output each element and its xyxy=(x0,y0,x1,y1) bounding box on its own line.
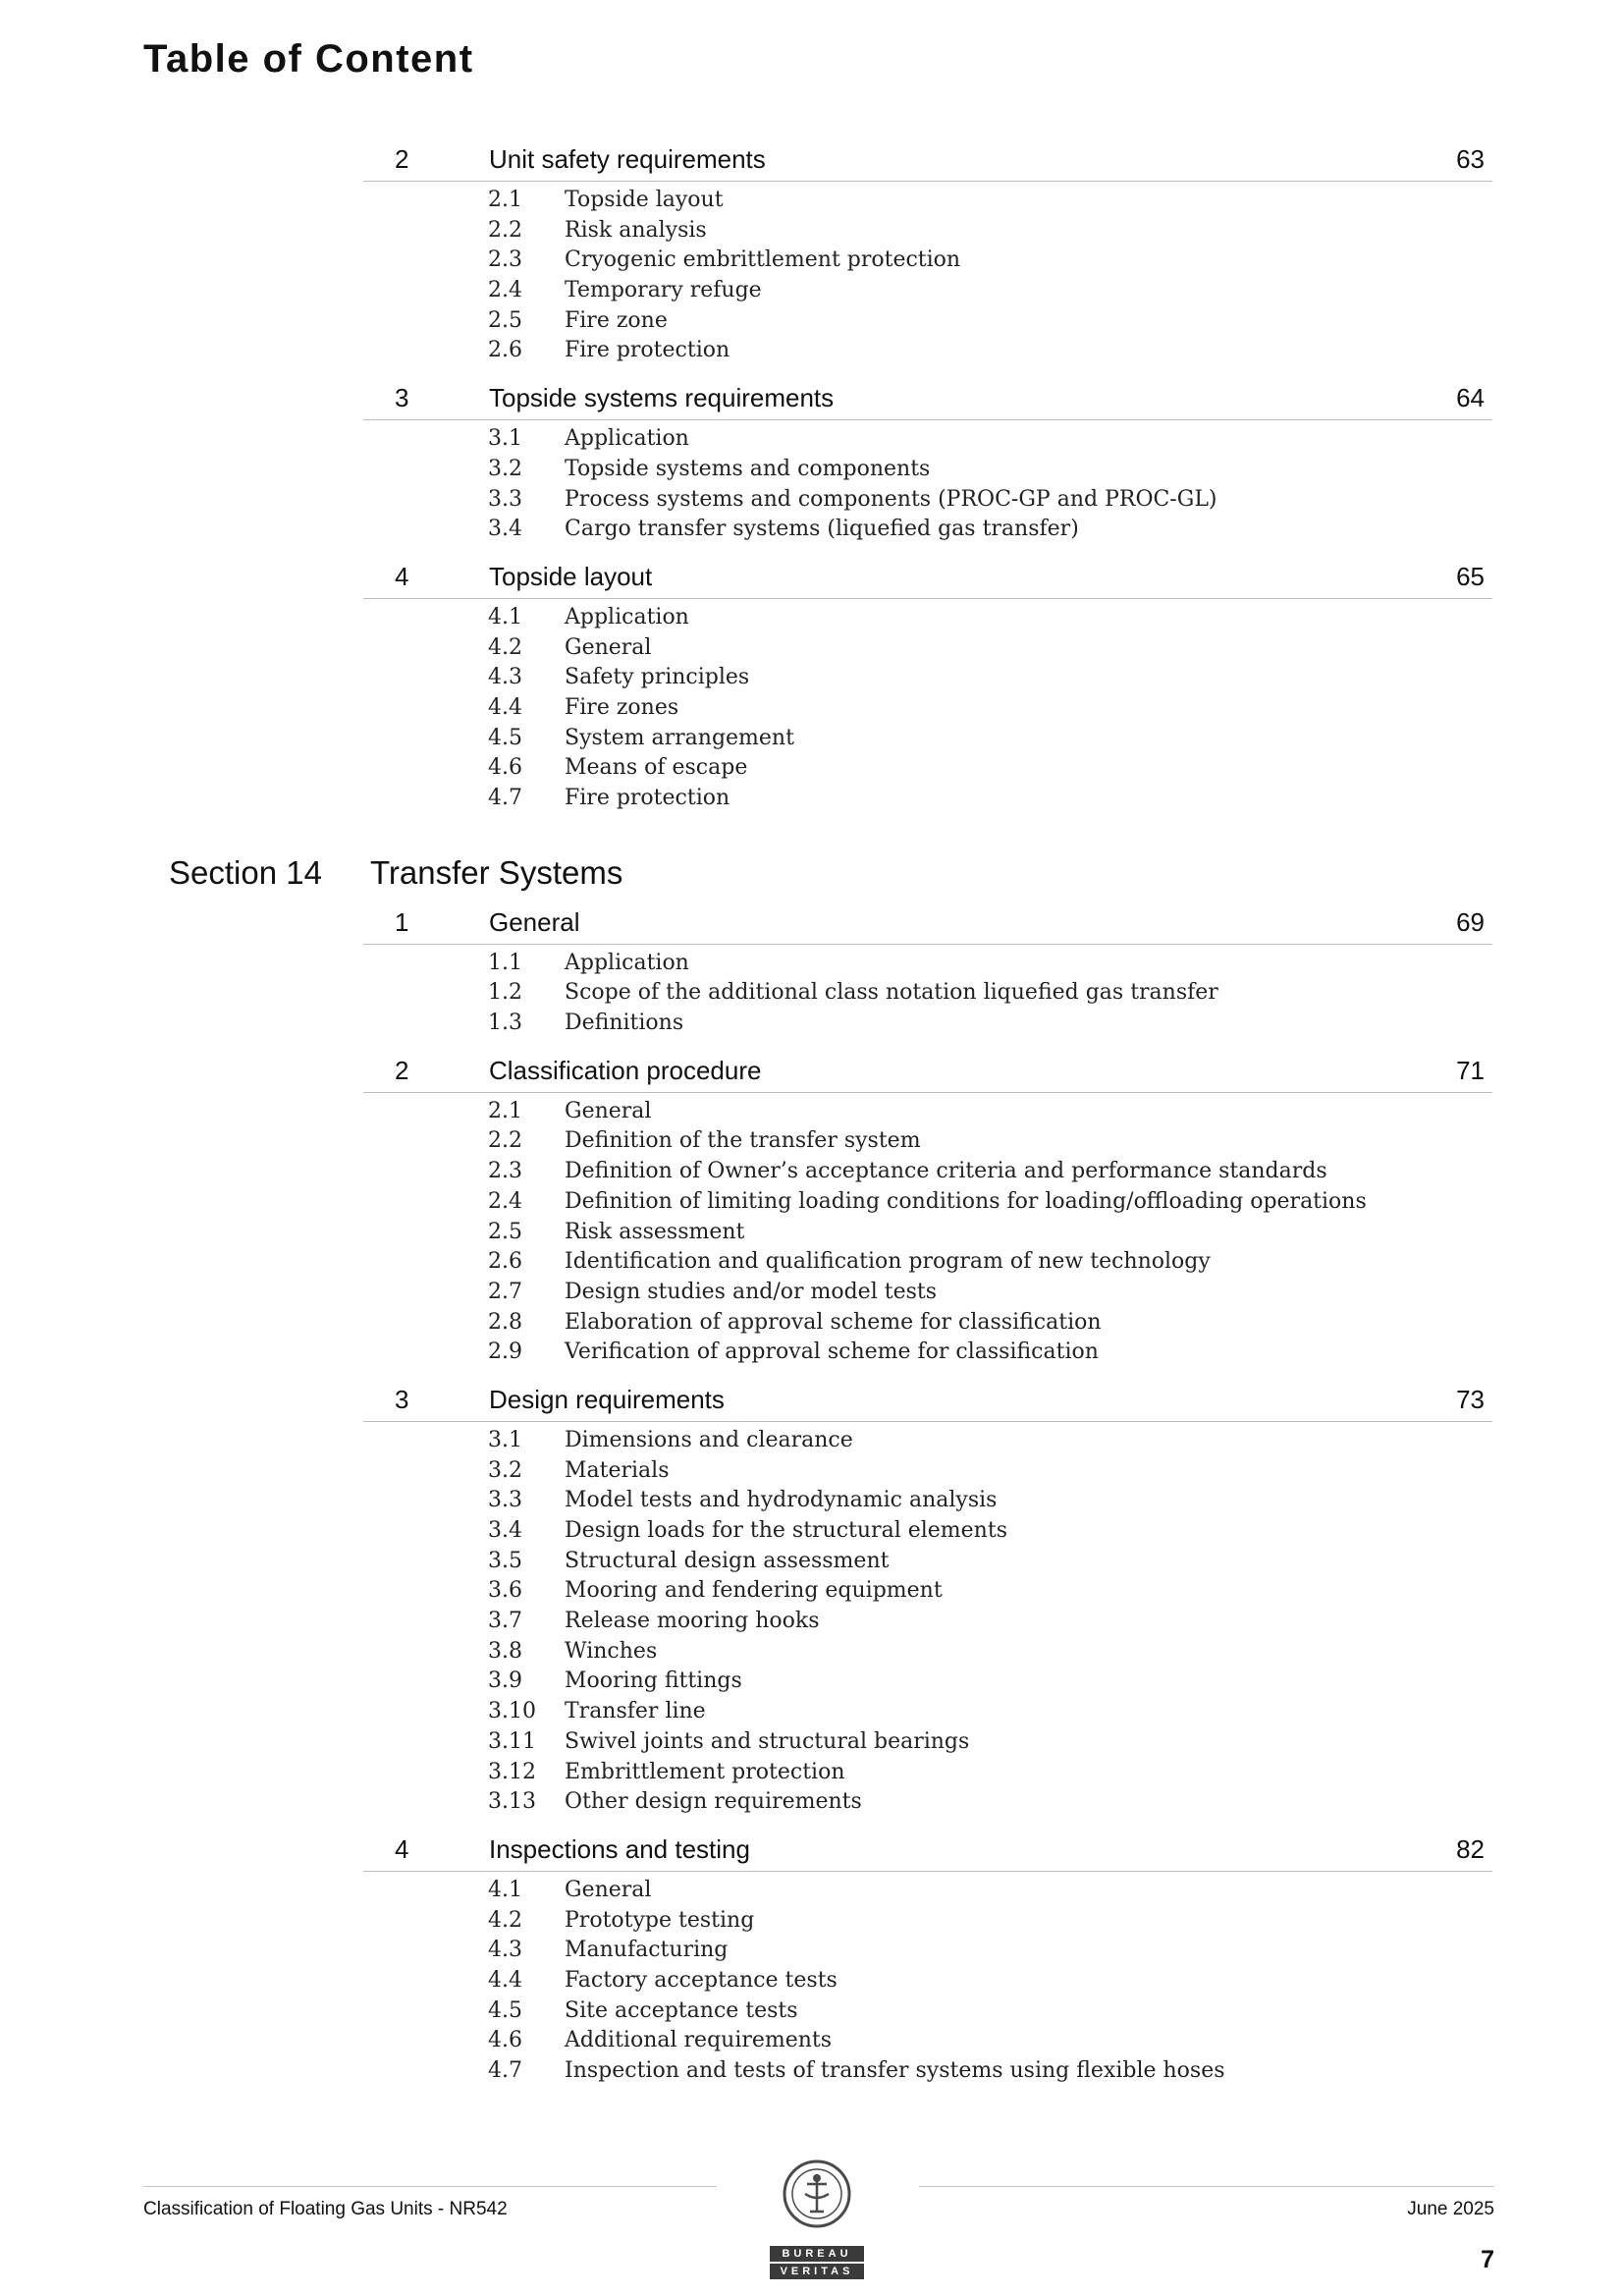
chapter-heading xyxy=(363,1828,1492,1872)
subsection-item xyxy=(363,784,1492,814)
subsection-number: 1.2 xyxy=(488,980,522,1006)
subsection-number: 3.1 xyxy=(488,426,522,452)
chapter-title: Topside systems requirements xyxy=(489,383,835,413)
subsection-item xyxy=(363,1607,1492,1637)
chapter-number: 4 xyxy=(395,1833,409,1864)
subsection-item xyxy=(363,1126,1492,1157)
subsection-title: Manufacturing xyxy=(565,1938,729,1963)
chapter-heading xyxy=(363,1049,1492,1093)
subsection-title: Safety principles xyxy=(565,665,750,690)
footer-divider-left xyxy=(143,2186,717,2187)
chapter-page-number: 65 xyxy=(1456,561,1485,591)
subsection-number: 3.7 xyxy=(488,1609,522,1634)
subsection-title: Fire zone xyxy=(565,307,668,333)
subsection-title: Swivel joints and structural bearings xyxy=(565,1728,970,1754)
subsection-number: 4.2 xyxy=(488,634,522,660)
subsection-number: 3.3 xyxy=(488,486,522,512)
page-title: Table of Content xyxy=(143,37,474,81)
chapter-title: Design requirements xyxy=(489,1384,725,1414)
subsection-item xyxy=(363,1936,1492,1966)
subsection-number: 4.4 xyxy=(488,1967,522,1993)
toc-chapter xyxy=(363,376,1492,555)
subsection-item xyxy=(363,1247,1492,1278)
subsection-number: 3.2 xyxy=(488,456,522,481)
subsection-number: 2.2 xyxy=(488,1128,522,1154)
toc-chapter xyxy=(363,1049,1492,1378)
chapter-title: Unit safety requirements xyxy=(489,144,766,174)
subsection-title: Verification of approval scheme for classification xyxy=(565,1339,1099,1365)
subsection-title: Risk analysis xyxy=(565,217,707,243)
subsection-number: 4.1 xyxy=(488,604,522,629)
subsection-title: Release mooring hooks xyxy=(565,1609,820,1634)
subsection-number: 4.1 xyxy=(488,1877,522,1902)
subsection-item xyxy=(363,1697,1492,1727)
subsection-number: 3.6 xyxy=(488,1578,522,1604)
subsection-title: Factory acceptance tests xyxy=(565,1967,838,1993)
subsection-number: 3.13 xyxy=(488,1789,536,1815)
footer-divider-right xyxy=(919,2186,1494,2187)
subsection-number: 2.2 xyxy=(488,217,522,243)
subsection-list xyxy=(363,420,1492,555)
subsection-item xyxy=(363,1338,1492,1368)
subsection-title: Fire protection xyxy=(565,786,730,810)
subsection-number: 3.12 xyxy=(488,1759,536,1784)
subsection-item xyxy=(363,1906,1492,1937)
chapter-heading xyxy=(363,555,1492,599)
subsection-number: 2.5 xyxy=(488,307,522,333)
subsection-item xyxy=(363,424,1492,455)
subsection-number: 4.5 xyxy=(488,725,522,750)
subsection-item xyxy=(363,1966,1492,1996)
section-title: Transfer Systems xyxy=(370,853,623,891)
subsection-title: Prototype testing xyxy=(565,1907,755,1933)
subsection-title: General xyxy=(565,1877,652,1902)
page-number: 7 xyxy=(1481,2246,1494,2273)
table-of-contents xyxy=(0,137,1622,2097)
subsection-number: 3.1 xyxy=(488,1427,522,1452)
subsection-item xyxy=(363,306,1492,337)
subsection-title: Embrittlement protection xyxy=(565,1759,845,1784)
subsection-number: 4.7 xyxy=(488,786,522,810)
subsection-title: Site acceptance tests xyxy=(565,1997,798,2023)
chapter-page-number: 82 xyxy=(1456,1833,1485,1864)
chapter-heading xyxy=(363,1378,1492,1422)
subsection-title: Other design requirements xyxy=(565,1789,862,1815)
toc-chapter xyxy=(363,1828,1492,2097)
subsection-number: 4.7 xyxy=(488,2058,522,2083)
subsection-item xyxy=(363,1547,1492,1577)
subsection-number: 3.11 xyxy=(488,1728,536,1754)
subsection-item xyxy=(363,455,1492,485)
chapter-page-number: 71 xyxy=(1456,1055,1485,1085)
subsection-number: 2.8 xyxy=(488,1309,522,1335)
subsection-number: 2.4 xyxy=(488,1188,522,1214)
chapter-number: 3 xyxy=(395,1384,409,1414)
subsection-item xyxy=(363,1278,1492,1308)
subsection-item xyxy=(363,2056,1492,2087)
chapter-number: 2 xyxy=(395,1055,409,1085)
subsection-number: 4.4 xyxy=(488,694,522,720)
subsection-number: 1.1 xyxy=(488,950,522,975)
subsection-item xyxy=(363,753,1492,784)
subsection-number: 4.6 xyxy=(488,2028,522,2053)
subsection-title: Definitions xyxy=(565,1011,684,1036)
subsection-number: 2.3 xyxy=(488,1159,522,1184)
subsection-list xyxy=(363,1422,1492,1828)
subsection-number: 3.5 xyxy=(488,1548,522,1573)
subsection-title: Risk assessment xyxy=(565,1219,745,1244)
chapter-title: Inspections and testing xyxy=(489,1833,750,1864)
subsection-title: Application xyxy=(565,426,689,452)
subsection-item xyxy=(363,485,1492,516)
subsection-number: 4.5 xyxy=(488,1997,522,2023)
subsection-number: 2.6 xyxy=(488,1249,522,1275)
subsection-title: Temporary refuge xyxy=(565,278,762,303)
toc-chapter xyxy=(363,555,1492,824)
subsection-number: 2.5 xyxy=(488,1219,522,1244)
bureau-veritas-seal-icon xyxy=(768,2151,866,2241)
subsection-title: Definition of Owner’s acceptance criteria and performance standards xyxy=(565,1159,1327,1184)
subsection-title: Additional requirements xyxy=(565,2028,833,2053)
subsection-item xyxy=(363,1218,1492,1248)
subsection-list xyxy=(363,945,1492,1049)
subsection-title: Topside layout xyxy=(565,188,724,212)
subsection-item xyxy=(363,1187,1492,1218)
subsection-title: Cargo transfer systems (liquefied gas transfer) xyxy=(565,517,1079,542)
section-label: Section 14 xyxy=(169,853,322,891)
subsection-item xyxy=(363,693,1492,724)
subsection-title: Winches xyxy=(565,1638,658,1664)
subsection-item xyxy=(363,1727,1492,1758)
section-heading xyxy=(0,846,1622,901)
subsection-number: 4.3 xyxy=(488,665,522,690)
subsection-number: 4.3 xyxy=(488,1938,522,1963)
subsection-title: Definition of limiting loading conditions for loading/offloading operations xyxy=(565,1188,1367,1214)
subsection-item xyxy=(363,1876,1492,1906)
subsection-number: 3.10 xyxy=(488,1699,536,1724)
chapter-page-number: 63 xyxy=(1456,144,1485,174)
subsection-item xyxy=(363,1486,1492,1516)
chapter-title: General xyxy=(489,906,580,937)
subsection-title: Means of escape xyxy=(565,755,748,781)
chapter-heading xyxy=(363,376,1492,420)
subsection-number: 3.8 xyxy=(488,1638,522,1664)
subsection-list xyxy=(363,182,1492,376)
subsection-title: Elaboration of approval scheme for classification xyxy=(565,1309,1102,1335)
subsection-item xyxy=(363,1516,1492,1547)
subsection-number: 4.6 xyxy=(488,755,522,781)
subsection-item xyxy=(363,186,1492,216)
subsection-item xyxy=(363,1009,1492,1039)
subsection-number: 2.6 xyxy=(488,338,522,363)
chapter-heading xyxy=(363,137,1492,182)
toc-chapter xyxy=(363,901,1492,1049)
subsection-title: Topside systems and components xyxy=(565,456,931,481)
chapter-title: Topside layout xyxy=(489,561,653,591)
chapter-title: Classification procedure xyxy=(489,1055,762,1085)
subsection-title: Design loads for the structural elements xyxy=(565,1518,1007,1543)
subsection-title: Cryogenic embrittlement protection xyxy=(565,247,961,273)
subsection-number: 2.1 xyxy=(488,188,522,212)
chapter-number: 4 xyxy=(395,561,409,591)
subsection-title: System arrangement xyxy=(565,725,794,750)
subsection-title: General xyxy=(565,1098,652,1123)
chapter-page-number: 69 xyxy=(1456,906,1485,937)
toc-chapter xyxy=(363,137,1492,376)
subsection-list xyxy=(363,599,1492,824)
subsection-item xyxy=(363,633,1492,664)
subsection-number: 2.1 xyxy=(488,1098,522,1123)
subsection-item xyxy=(363,336,1492,366)
subsection-title: Fire zones xyxy=(565,694,679,720)
subsection-number: 2.3 xyxy=(488,247,522,273)
subsection-item xyxy=(363,1157,1492,1187)
subsection-item xyxy=(363,246,1492,276)
subsection-title: Process systems and components (PROC-GP and PROC-GL) xyxy=(565,486,1217,512)
subsection-title: Identification and qualification program of new technology xyxy=(565,1249,1211,1275)
subsection-item xyxy=(363,1758,1492,1788)
subsection-number: 2.7 xyxy=(488,1279,522,1304)
subsection-number: 3.2 xyxy=(488,1457,522,1483)
subsection-item xyxy=(363,1667,1492,1697)
subsection-title: Dimensions and clearance xyxy=(565,1427,853,1452)
subsection-number: 3.9 xyxy=(488,1668,522,1694)
subsection-item xyxy=(363,1787,1492,1818)
chapter-page-number: 64 xyxy=(1456,383,1485,413)
toc-chapter xyxy=(363,1378,1492,1828)
subsection-title: General xyxy=(565,634,652,660)
subsection-item xyxy=(363,663,1492,693)
subsection-number: 1.3 xyxy=(488,1011,522,1036)
subsection-title: Scope of the additional class notation liquefied gas transfer xyxy=(565,980,1218,1006)
subsection-title: Fire protection xyxy=(565,338,730,363)
subsection-item xyxy=(363,1308,1492,1339)
subsection-number: 3.3 xyxy=(488,1488,522,1513)
subsection-item xyxy=(363,515,1492,545)
subsection-title: Application xyxy=(565,950,689,975)
subsection-title: Application xyxy=(565,604,689,629)
subsection-number: 3.4 xyxy=(488,517,522,542)
subsection-title: Transfer line xyxy=(565,1699,706,1724)
subsection-item xyxy=(363,216,1492,246)
subsection-item xyxy=(363,2026,1492,2056)
subsection-list xyxy=(363,1093,1492,1378)
footer-document-title: Classification of Floating Gas Units - NR542 xyxy=(143,2199,508,2219)
subsection-title: Mooring fittings xyxy=(565,1668,742,1694)
subsection-item xyxy=(363,1426,1492,1456)
subsection-title: Structural design assessment xyxy=(565,1548,890,1573)
subsection-number: 2.4 xyxy=(488,278,522,303)
subsection-number: 3.4 xyxy=(488,1518,522,1543)
logo-word-veritas: VERITAS xyxy=(770,2264,864,2279)
subsection-item xyxy=(363,1996,1492,2027)
chapter-number: 3 xyxy=(395,383,409,413)
subsection-item xyxy=(363,978,1492,1009)
subsection-title: Mooring and fendering equipment xyxy=(565,1578,943,1604)
chapter-number: 1 xyxy=(395,906,409,937)
subsection-title: Design studies and/or model tests xyxy=(565,1279,938,1304)
subsection-item xyxy=(363,1456,1492,1487)
subsection-item xyxy=(363,1637,1492,1667)
chapter-page-number: 73 xyxy=(1456,1384,1485,1414)
subsection-item xyxy=(363,724,1492,754)
footer-date: June 2025 xyxy=(1407,2199,1494,2219)
subsection-item xyxy=(363,1097,1492,1127)
subsection-title: Definition of the transfer system xyxy=(565,1128,921,1154)
subsection-list xyxy=(363,1872,1492,2097)
subsection-title: Inspection and tests of transfer systems using flexible hoses xyxy=(565,2058,1225,2083)
logo-word-bureau: BUREAU xyxy=(770,2246,864,2262)
subsection-item xyxy=(363,276,1492,306)
chapter-number: 2 xyxy=(395,144,409,174)
subsection-number: 2.9 xyxy=(488,1339,522,1365)
subsection-item xyxy=(363,1576,1492,1607)
bureau-veritas-logo xyxy=(768,2151,866,2280)
subsection-item xyxy=(363,949,1492,979)
subsection-title: Materials xyxy=(565,1457,670,1483)
subsection-title: Model tests and hydrodynamic analysis xyxy=(565,1488,998,1513)
subsection-number: 4.2 xyxy=(488,1907,522,1933)
chapter-heading xyxy=(363,901,1492,945)
subsection-item xyxy=(363,603,1492,633)
